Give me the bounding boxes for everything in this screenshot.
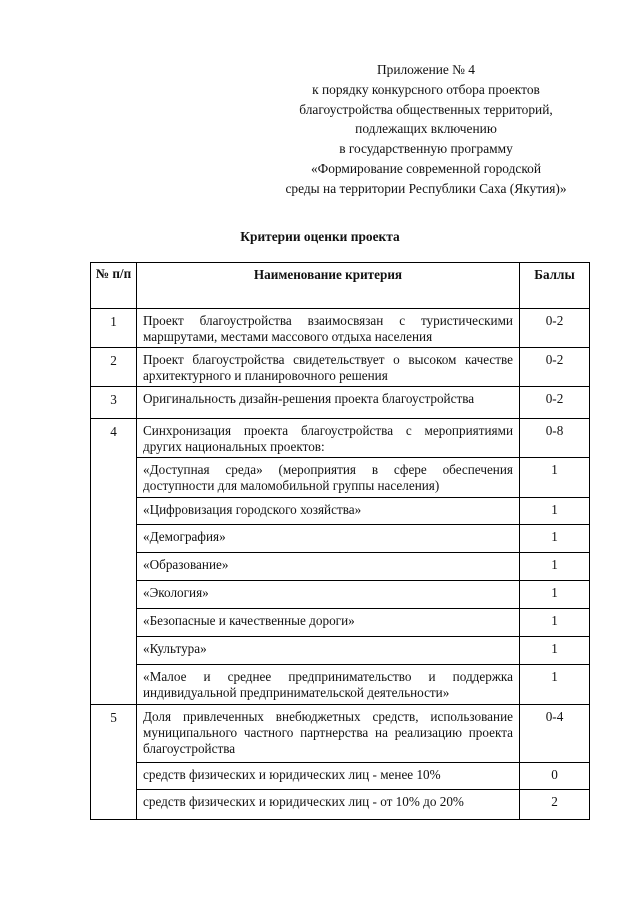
appendix-line: «Формирование современной городской (310, 160, 542, 176)
criterion-name: средств физических и юридических лиц - от 10% до 20% (137, 790, 520, 820)
appendix-line: в государственную программу (339, 141, 513, 157)
criteria-table (90, 262, 590, 820)
table-row (91, 705, 590, 763)
table-row (91, 553, 590, 581)
criterion-points: 0-2 (520, 348, 590, 387)
criterion-name: «Цифровизация городского хозяйства» (137, 498, 520, 525)
row-number: 5 (91, 705, 137, 820)
criterion-name: «Доступная среда» (мероприятия в сфере обеспечения доступности для маломобильной группы населения) (137, 458, 520, 498)
criterion-points: 0-8 (520, 419, 590, 458)
table-row (91, 790, 590, 820)
criterion-points: 1 (520, 458, 590, 498)
appendix-line: благоустройства общественных территорий, (299, 101, 553, 117)
criterion-points: 1 (520, 525, 590, 553)
table-row (91, 309, 590, 348)
criterion-points: 1 (520, 637, 590, 665)
criterion-points: 1 (520, 609, 590, 637)
criterion-name: Доля привлеченных внебюджетных средств, использование муниципального частного партнерства на реализацию проекта благоустройства (137, 705, 520, 763)
row-number: 2 (91, 348, 137, 387)
criterion-name: Синхронизация проекта благоустройства с мероприятиями других национальных проектов: (137, 419, 520, 458)
table-header-row (91, 263, 590, 309)
criterion-points: 1 (520, 553, 590, 581)
table-row (91, 458, 590, 498)
appendix-line: Приложение № 4 (376, 62, 476, 77)
criterion-points: 0-2 (520, 309, 590, 348)
table-row (91, 665, 590, 705)
header-points: Баллы (520, 263, 590, 309)
criterion-points: 1 (520, 581, 590, 609)
appendix-line: подлежащих включению (355, 121, 497, 137)
criterion-points: 0-2 (520, 387, 590, 419)
table-body (91, 309, 590, 820)
table-row (91, 498, 590, 525)
appendix-header (240, 60, 612, 199)
criterion-name: «Малое и среднее предпринимательство и поддержка индивидуальной предпринимательской деятельности» (137, 665, 520, 705)
criterion-name: «Экология» (137, 581, 520, 609)
table-row (91, 637, 590, 665)
criterion-points: 0 (520, 763, 590, 790)
row-number: 4 (91, 419, 137, 705)
criterion-name: Проект благоустройства свидетельствует о высоком качестве архитектурного и планировочного решения (137, 348, 520, 387)
table-row (91, 609, 590, 637)
criterion-name: Оригинальность дизайн-решения проекта благоустройства (137, 387, 520, 419)
criterion-points: 1 (520, 498, 590, 525)
row-number: 3 (91, 387, 137, 419)
header-criterion-name: Наименование критерия (137, 263, 520, 309)
header-number: № п/п (91, 263, 137, 309)
row-number: 1 (91, 309, 137, 348)
criterion-name: «Безопасные и качественные дороги» (137, 609, 520, 637)
table-row (91, 581, 590, 609)
criterion-points: 1 (520, 665, 590, 705)
criterion-name: «Образование» (137, 553, 520, 581)
page-title: Критерии оценки проекта (240, 229, 400, 244)
criterion-name: «Демография» (137, 525, 520, 553)
appendix-line: среды на территории Республики Саха (Якутия)» (285, 180, 567, 196)
criterion-name: средств физических и юридических лиц - менее 10% (137, 763, 520, 790)
criterion-points: 2 (520, 790, 590, 820)
criterion-name: Проект благоустройства взаимосвязан с туристическими маршрутами, местами массового отдыха населения (137, 309, 520, 348)
table-row (91, 525, 590, 553)
table-row (91, 419, 590, 458)
table-row (91, 387, 590, 419)
criterion-name: «Культура» (137, 637, 520, 665)
table-row (91, 348, 590, 387)
appendix-line: к порядку конкурсного отбора проектов (312, 81, 540, 97)
criterion-points: 0-4 (520, 705, 590, 763)
table-row (91, 763, 590, 790)
